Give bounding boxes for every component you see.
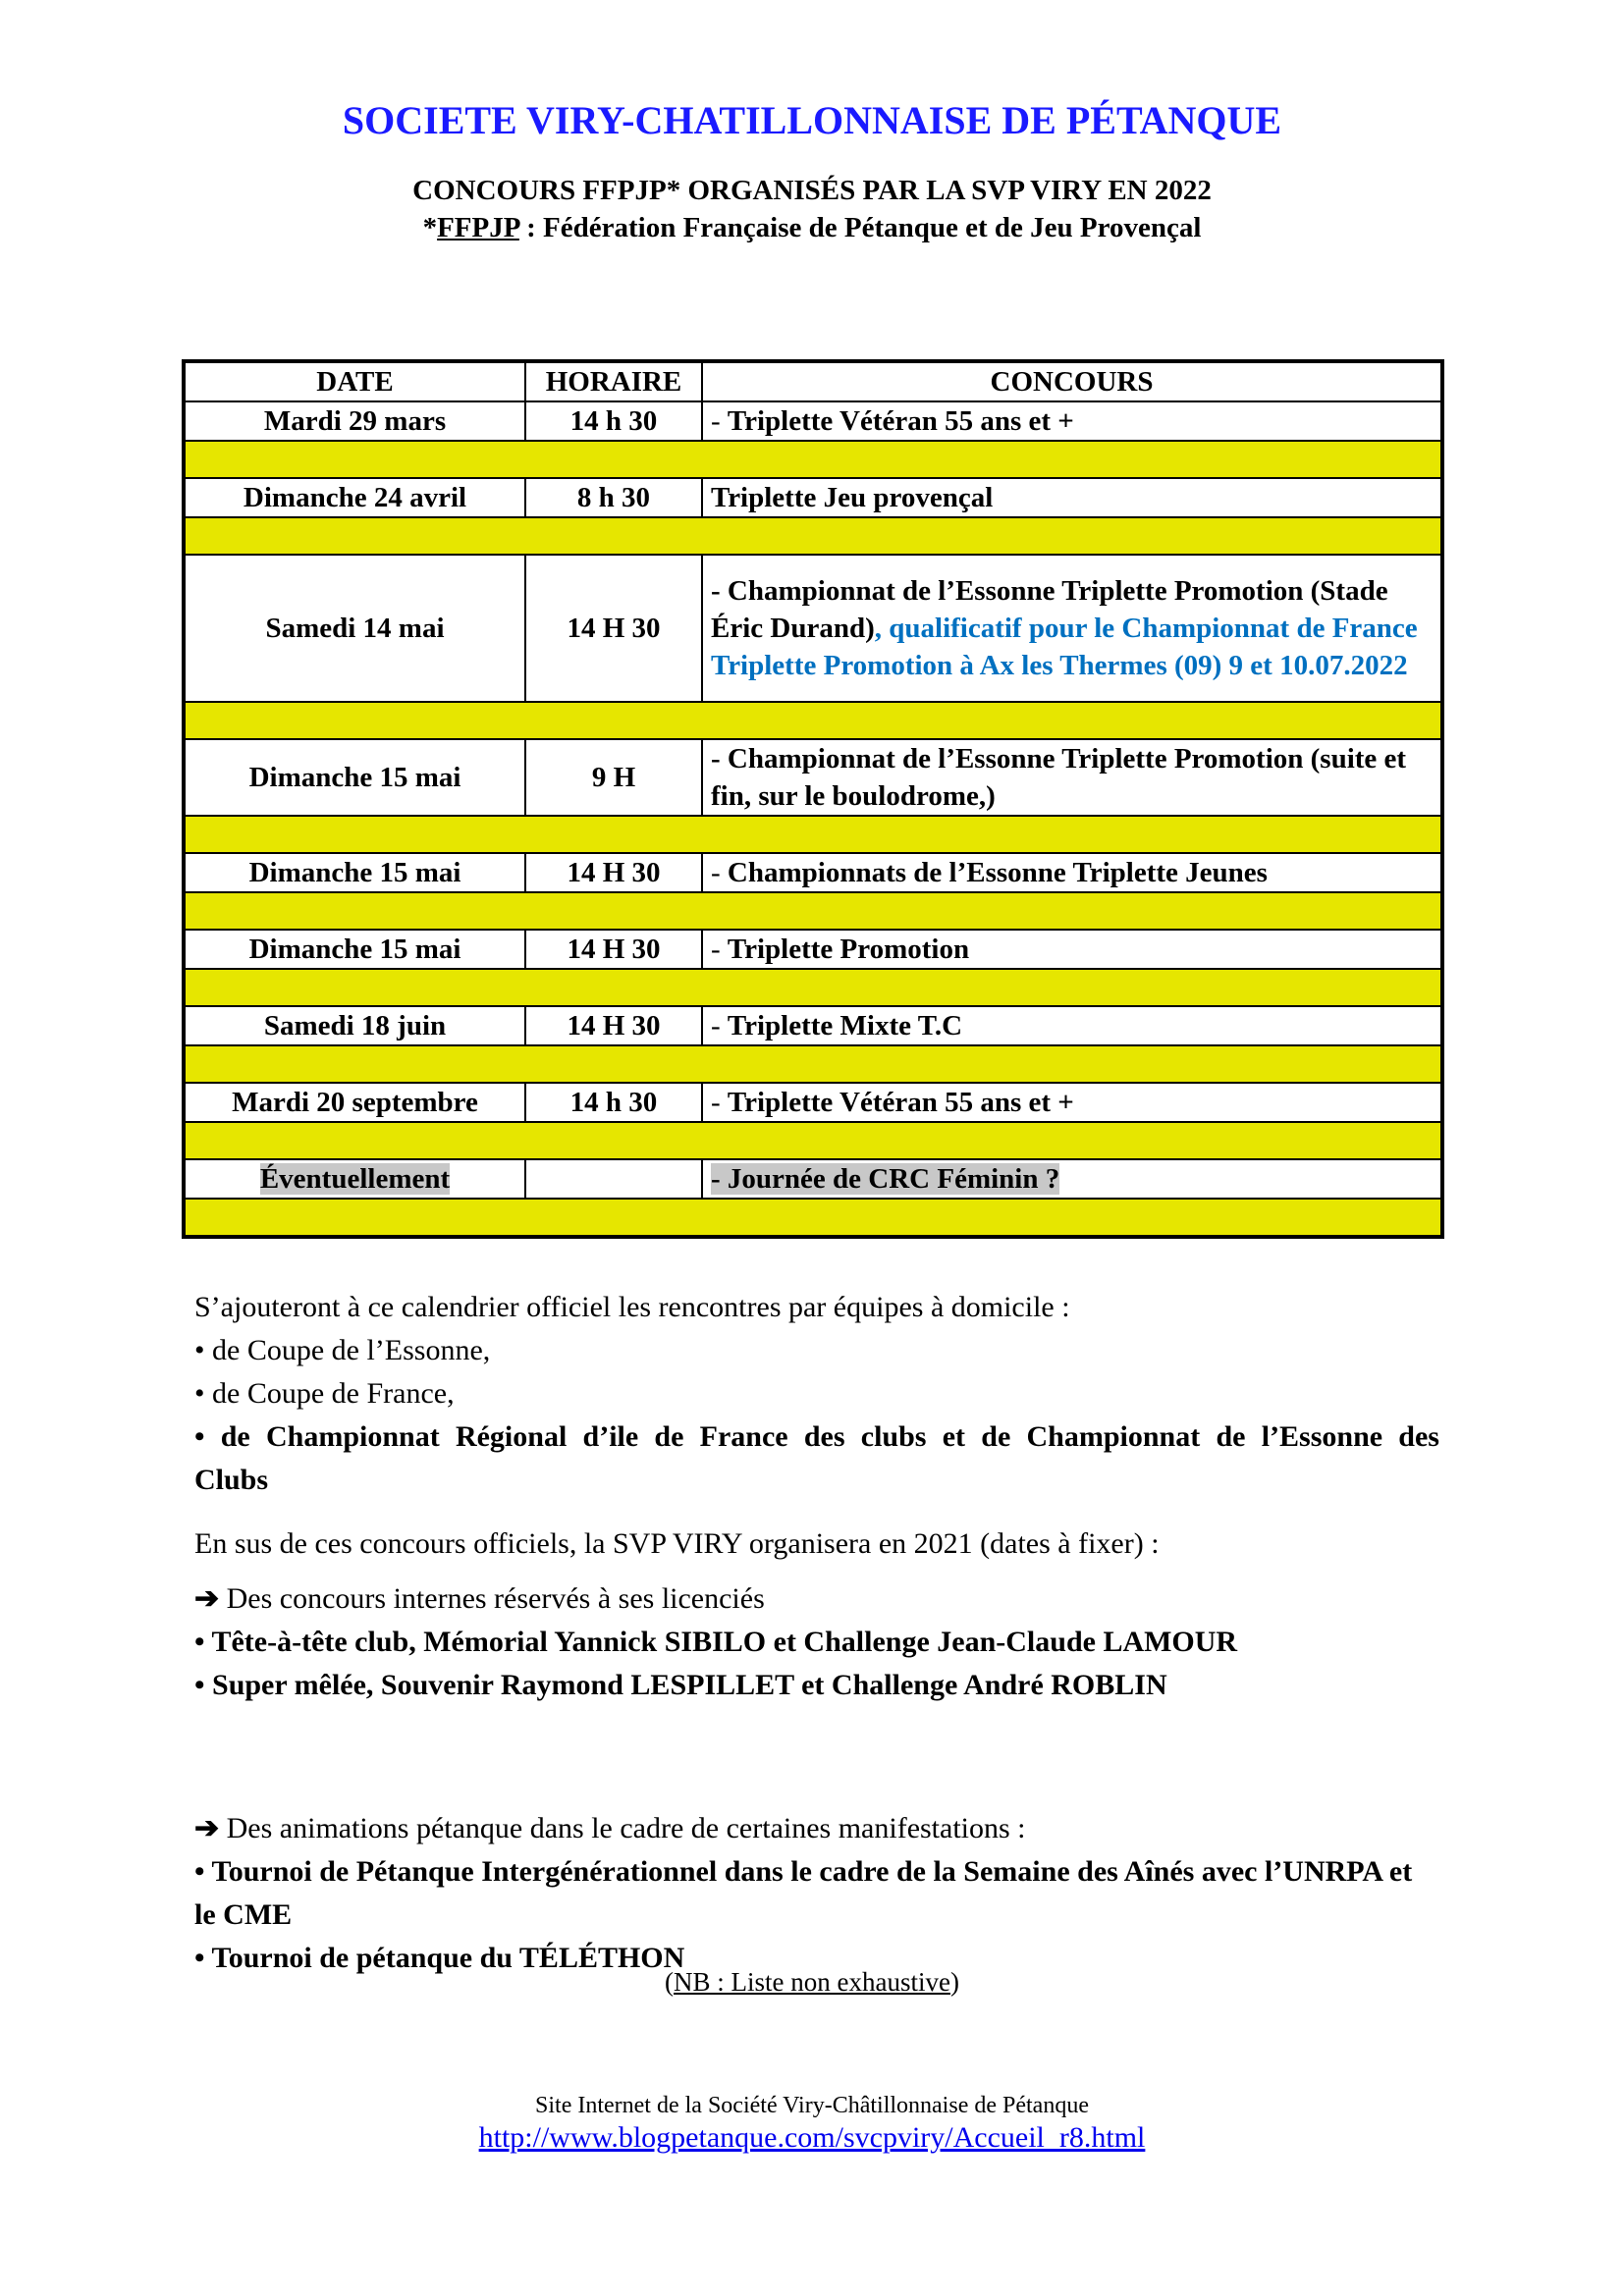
list-item: • Tête-à-tête club, Mémorial Yannick SIBILO et Challenge Jean-Claude LAMOUR bbox=[194, 1626, 1238, 1658]
nb-note: (NB : Liste non exhaustive) bbox=[665, 1967, 959, 1997]
separator-row bbox=[184, 1122, 1442, 1159]
extra-events-intro: En sus de ces concours officiels, la SVP VIRY organisera en 2021 (dates à fixer) : bbox=[194, 1527, 1160, 1560]
table-row bbox=[184, 1006, 1442, 1045]
column-header-date: DATE bbox=[184, 361, 525, 401]
cell-event: - Championnats de l’Essonne Triplette Jeunes bbox=[702, 853, 1442, 892]
table-row bbox=[184, 739, 1442, 816]
cell-date: Dimanche 15 mai bbox=[184, 739, 525, 816]
list-item: • Tournoi de pétanque du TÉLÉTHON bbox=[194, 1942, 685, 1974]
footer-site-label: Site Internet de la Société Viry-Châtillonnaise de Pétanque bbox=[535, 2093, 1089, 2118]
animations-section bbox=[194, 1807, 1439, 1980]
cell-time: 14 H 30 bbox=[525, 930, 702, 969]
separator-row bbox=[184, 892, 1442, 930]
cell-time bbox=[525, 1159, 702, 1199]
column-header-time: HORAIRE bbox=[525, 361, 702, 401]
cell-event: Triplette Jeu provençal bbox=[702, 478, 1442, 517]
arrow-icon: ➔ bbox=[194, 1812, 220, 1844]
cell-date: Dimanche 15 mai bbox=[184, 853, 525, 892]
cell-time: 14 H 30 bbox=[525, 555, 702, 702]
separator-row bbox=[184, 1199, 1442, 1237]
cell-event: - Triplette Mixte T.C bbox=[702, 1006, 1442, 1045]
competitions-table bbox=[182, 359, 1444, 1239]
animations-heading: ➔ Des animations pétanque dans le cadre de certaines manifestations : bbox=[194, 1812, 1026, 1844]
cell-event: - Championnat de l’Essonne Triplette Promotion (Stade Éric Durand), qualificatif pour le Championnat de France Triplette Promotion à Ax les Thermes (09) 9 et 10.07.2022 bbox=[702, 555, 1442, 702]
cell-time: 14 H 30 bbox=[525, 1006, 702, 1045]
cell-event: - Journée de CRC Féminin ? bbox=[702, 1159, 1442, 1199]
cell-date: Dimanche 15 mai bbox=[184, 930, 525, 969]
table-header-row bbox=[184, 361, 1442, 401]
cell-date: Mardi 20 septembre bbox=[184, 1083, 525, 1122]
column-header-event: CONCOURS bbox=[702, 361, 1442, 401]
table-row bbox=[184, 853, 1442, 892]
cell-date: Dimanche 24 avril bbox=[184, 478, 525, 517]
cell-event: - Triplette Promotion bbox=[702, 930, 1442, 969]
home-matches-intro: S’ajouteront à ce calendrier officiel les rencontres par équipes à domicile : bbox=[194, 1291, 1070, 1323]
cell-event: - Triplette Vétéran 55 ans et + bbox=[702, 1083, 1442, 1122]
ffpjp-footnote bbox=[0, 210, 1624, 245]
table-row bbox=[184, 555, 1442, 702]
page-title: SOCIETE VIRY-CHATILLONNAISE DE PÉTANQUE bbox=[342, 98, 1282, 142]
table-row bbox=[184, 478, 1442, 517]
page-subtitle: CONCOURS FFPJP* ORGANISÉS PAR LA SVP VIRY EN 2022 bbox=[412, 175, 1212, 206]
table-row bbox=[184, 401, 1442, 441]
cell-date: Samedi 14 mai bbox=[184, 555, 525, 702]
footnote-text: : Fédération Française de Pétanque et de Jeu Provençal bbox=[518, 212, 1202, 243]
home-matches-section bbox=[194, 1286, 1439, 1502]
footnote-asterisk: * bbox=[422, 212, 438, 243]
separator-row bbox=[184, 441, 1442, 478]
separator-row bbox=[184, 816, 1442, 853]
qualification-note: , qualificatif pour le Championnat de France Triplette Promotion à Ax les Thermes (09) 9 et 10.07.2022 bbox=[711, 613, 1418, 681]
internal-heading: ➔ Des concours internes réservés à ses licenciés bbox=[194, 1582, 765, 1615]
cell-time: 9 H bbox=[525, 739, 702, 816]
table-row bbox=[184, 1083, 1442, 1122]
cell-event: - Championnat de l’Essonne Triplette Promotion (suite et fin, sur le boulodrome,) bbox=[702, 739, 1442, 816]
table-row-optional bbox=[184, 1159, 1442, 1199]
list-item: • de Coupe de l’Essonne, bbox=[194, 1334, 491, 1366]
footer-url-link[interactable]: http://www.blogpetanque.com/svcpviry/Accueil_r8.html bbox=[478, 2121, 1146, 2154]
separator-row bbox=[184, 969, 1442, 1006]
cell-date: Éventuellement bbox=[184, 1159, 525, 1199]
arrow-icon: ➔ bbox=[194, 1582, 220, 1615]
separator-row bbox=[184, 1045, 1442, 1083]
list-item: • de Championnat Régional d’ile de France des clubs et de Championnat de l’Essonne des Clubs bbox=[194, 1420, 1439, 1496]
footnote-abbr: FFPJP bbox=[437, 212, 519, 243]
cell-time: 14 h 30 bbox=[525, 401, 702, 441]
cell-date: Samedi 18 juin bbox=[184, 1006, 525, 1045]
list-item: • de Coupe de France, bbox=[194, 1377, 455, 1410]
table-row bbox=[184, 930, 1442, 969]
separator-row bbox=[184, 517, 1442, 555]
cell-date: Mardi 29 mars bbox=[184, 401, 525, 441]
cell-event: - Triplette Vétéran 55 ans et + bbox=[702, 401, 1442, 441]
list-item: • Tournoi de Pétanque Intergénérationnel dans le cadre de la Semaine des Aînés avec l’UNRPA et le CME bbox=[194, 1855, 1413, 1931]
list-item: • Super mêlée, Souvenir Raymond LESPILLET et Challenge André ROBLIN bbox=[194, 1669, 1167, 1701]
separator-row bbox=[184, 702, 1442, 739]
footer-link-wrap bbox=[0, 2120, 1624, 2156]
cell-time: 14 H 30 bbox=[525, 853, 702, 892]
cell-time: 8 h 30 bbox=[525, 478, 702, 517]
internal-competitions-section bbox=[194, 1577, 1439, 1707]
cell-time: 14 h 30 bbox=[525, 1083, 702, 1122]
